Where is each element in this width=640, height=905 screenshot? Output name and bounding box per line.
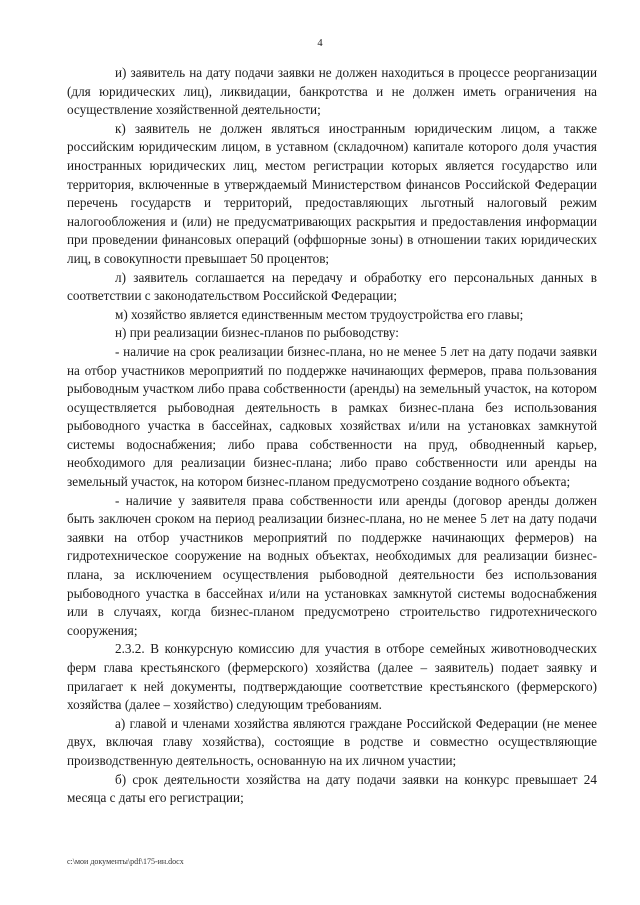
file-path-footer: c:\мои документы\pdf\175-ин.docx [67,857,184,866]
paragraph-fish-farming-hydraulic-structure: - наличие у заявителя права собственности или аренды (договор аренды должен быть заключен сроком на период реализации бизнес-плана, но не менее 5 лет на дату подачи заявки на отбор участников мероприятий по поддержке начинающих фермеров) на гидротехническое сооружение на водных объектах, необходимых для реализации бизнес-плана, за исключением осуществления рыбоводной деятельности без использования рыбоводного участка в бассейнах и/или на установках замкнутой системы водоснабжения или в случаях, когда бизнес-планом предусмотрено строительство гидротехнического сооружения; [67,492,597,638]
document-body [67,64,597,808]
paragraph-fish-farming-land-rights: - наличие на срок реализации бизнес-плана, но не менее 5 лет на дату подачи заявки на отбор участников мероприятий по поддержке начинающих фермеров, права пользования рыбоводным участком либо права собственности (аренды) на земельный участок, на котором осуществляется рыбоводная деятельность в рамках бизнес-плана без использования рыбоводного участка в бассейнах, садковых хозяйствах и/или на установках замкнутой системы водоснабжения; либо права собственности на пруд, обводненный карьер, необходимого для реализации бизнес-плана; либо право собственности или аренды на земельный участок, на котором бизнес-планом предусмотрено создание водного объекта; [67,343,597,490]
paragraph-item-m: м) хозяйство является единственным местом трудоустройства его главы; [115,306,524,322]
paragraph-item-b: б) срок деятельности хозяйства на дату подачи заявки на конкурс превышает 24 месяца с даты его регистрации; [67,771,597,806]
paragraph-item-i: и) заявитель на дату подачи заявки не должен находиться в процессе реорганизации (для юридических лиц), ликвидации, банкротства и не должен иметь ограничения на осуществление хозяйственной деятельности; [67,65,597,118]
paragraph-section-2-3-2: 2.3.2. В конкурсную комиссию для участия в отборе семейных животноводческих ферм глава крестьянского (фермерского) хозяйства (далее – заявитель) подает заявку и прилагает к ней документы, подтверждающие соответствие крестьянского (фермерского) хозяйства (далее – хозяйство) следующим требованиям. [67,641,597,713]
page-number: 4 [317,38,323,49]
paragraph-item-n: н) при реализации бизнес-планов по рыбоводству: [115,325,399,341]
paragraph-item-a: а) главой и членами хозяйства являются граждане Российской Федерации (не менее двух, включая главу хозяйства), состоящие в родстве и совместно осуществляющие производственную деятельность, основанную на их личном участии; [67,715,597,768]
paragraph-item-k: к) заявитель не должен являться иностранным юридическим лицом, а также российским юридическим лицом, в уставном (складочном) капитале которого доля участия иностранных юридических лиц, местом регистрации которых является государство или территория, включенные в утверждаемый Министерством финансов Российской Федерации перечень государств и территорий, предоставляющих льготный налоговый режим налогообложения и (или) не предусматривающих раскрытия и предоставления информации при проведении финансовых операций (оффшорные зоны) в отношении таких юридических лиц, в совокупности превышает 50 процентов; [67,120,597,266]
paragraph-item-l: л) заявитель соглашается на передачу и обработку его персональных данных в соответствии с законодательством Российской Федерации; [67,269,597,304]
